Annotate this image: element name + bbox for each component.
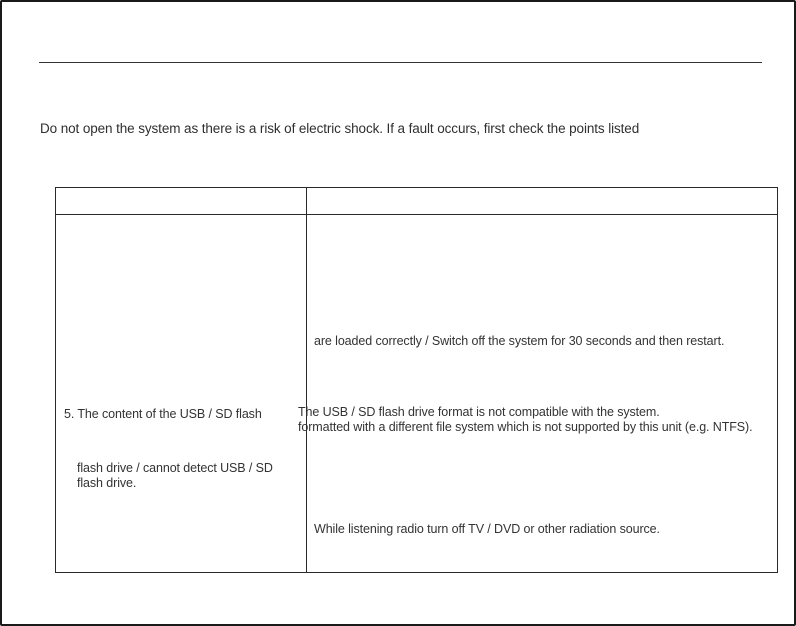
intro-text: Do not open the system as there is a risk of electric shock. If a fault occurs, first check the points listed (40, 121, 640, 136)
table-header-divider (56, 214, 777, 215)
solution-text: formatted with a different file system which is not supported by this unit (e.g. NTFS). (298, 420, 753, 434)
header-rule (39, 62, 762, 63)
solution-text: While listening radio turn off TV / DVD or other radiation source. (314, 522, 660, 536)
problem-text: flash drive / cannot detect USB / SD (77, 461, 273, 475)
table-column-divider (306, 188, 307, 572)
problem-text: flash drive. (77, 476, 137, 490)
solution-text: are loaded correctly / Switch off the system for 30 seconds and then restart. (314, 334, 725, 348)
problem-text: 5. The content of the USB / SD flash (64, 407, 262, 421)
troubleshooting-table (55, 187, 778, 573)
solution-text: The USB / SD flash drive format is not compatible with the system. (298, 405, 660, 419)
